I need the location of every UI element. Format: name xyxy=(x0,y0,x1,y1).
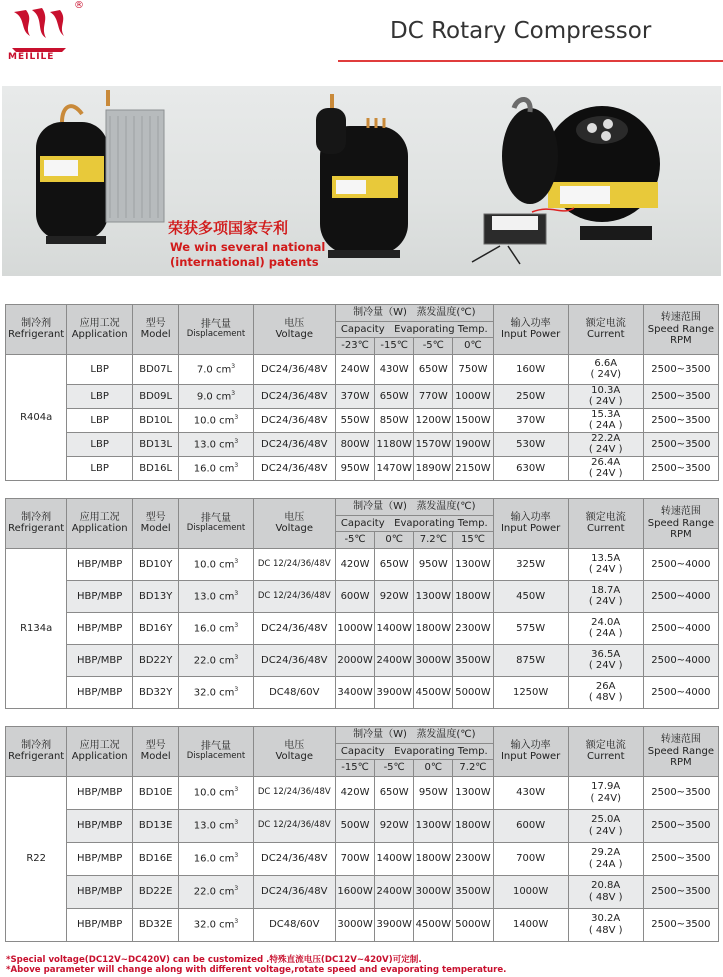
capacity-cell: 550W xyxy=(336,408,375,432)
note-parameter-change: *Above parameter will change along with different voltage,rotate speed and evaporating temperature. xyxy=(6,965,507,975)
model-cell: BD16E xyxy=(132,842,179,875)
speed-cell: 2500~3500 xyxy=(643,354,718,384)
capacity-cell: 650W xyxy=(414,354,453,384)
header-speed-range: 转速范围 Speed Range RPM xyxy=(643,305,718,355)
current-cell: 6.6A ( 24V) xyxy=(568,354,643,384)
speed-cell: 2500~3500 xyxy=(643,842,718,875)
header-displacement: 排气量 Displacement xyxy=(179,499,253,549)
capacity-cell: 1800W xyxy=(414,842,453,875)
header-speed-range: 转速范围 Speed Range RPM xyxy=(643,727,718,777)
refrigerant-cell: R22 xyxy=(6,776,67,941)
page-header xyxy=(0,0,723,72)
capacity-cell: 950W xyxy=(336,456,375,480)
capacity-cell: 1200W xyxy=(414,408,453,432)
current-cell: 26.4A ( 24V ) xyxy=(568,456,643,480)
application-cell: LBP xyxy=(67,456,133,480)
application-cell: HBP/MBP xyxy=(67,842,133,875)
speed-cell: 2500~3500 xyxy=(643,809,718,842)
application-cell: HBP/MBP xyxy=(67,612,133,644)
displacement-cell: 13.0 $cm^3$ xyxy=(179,809,253,842)
spec-table-r134a xyxy=(5,498,719,709)
application-cell: HBP/MBP xyxy=(67,908,133,941)
current-cell: 15.3A ( 24A ) xyxy=(568,408,643,432)
table-row xyxy=(6,612,719,644)
capacity-cell: 950W xyxy=(414,548,453,580)
model-cell: BD10L xyxy=(132,408,179,432)
displacement-cell: 16.0 $cm^3$ xyxy=(179,842,253,875)
model-cell: BD32Y xyxy=(132,676,179,708)
input-power-cell: 250W xyxy=(493,384,568,408)
voltage-cell: DC 12/24/36/48V xyxy=(253,580,336,612)
current-cell: 29.2A ( 24A ) xyxy=(568,842,643,875)
model-cell: BD16L xyxy=(132,456,179,480)
displacement-cell: 10.0 $cm^3$ xyxy=(179,776,253,809)
model-cell: BD13Y xyxy=(132,580,179,612)
table-row xyxy=(6,580,719,612)
application-cell: HBP/MBP xyxy=(67,875,133,908)
capacity-cell: 2300W xyxy=(453,612,493,644)
capacity-cell: 1900W xyxy=(453,432,493,456)
header-temp: -5℃ xyxy=(336,532,375,549)
input-power-cell: 600W xyxy=(493,809,568,842)
table-row xyxy=(6,908,719,941)
header-temp: -23℃ xyxy=(336,338,375,355)
capacity-cell: 1600W xyxy=(336,875,375,908)
capacity-cell: 1300W xyxy=(414,580,453,612)
table-row xyxy=(6,676,719,708)
voltage-cell: DC24/36/48V xyxy=(253,384,336,408)
speed-cell: 2500~3500 xyxy=(643,432,718,456)
capacity-cell: 920W xyxy=(375,809,414,842)
displacement-cell: 22.0 $cm^3$ xyxy=(179,644,253,676)
current-cell: 36.5A ( 24V ) xyxy=(568,644,643,676)
table-row xyxy=(6,384,719,408)
input-power-cell: 450W xyxy=(493,580,568,612)
displacement-cell: 16.0 $cm^3$ xyxy=(179,612,253,644)
capacity-cell: 1300W xyxy=(414,809,453,842)
header-capacity-cn: 制冷量（W) 蒸发温度(℃) xyxy=(336,305,494,322)
current-cell: 24.0A ( 24A ) xyxy=(568,612,643,644)
capacity-cell: 500W xyxy=(336,809,375,842)
input-power-cell: 700W xyxy=(493,842,568,875)
capacity-cell: 1300W xyxy=(453,776,493,809)
speed-cell: 2500~3500 xyxy=(643,776,718,809)
header-temp: -15℃ xyxy=(336,760,375,777)
voltage-cell: DC24/36/48V xyxy=(253,842,336,875)
displacement-cell: 9.0 $cm^3$ xyxy=(179,384,253,408)
input-power-cell: 1250W xyxy=(493,676,568,708)
header-speed-range: 转速范围 Speed Range RPM xyxy=(643,499,718,549)
speed-cell: 2500~4000 xyxy=(643,612,718,644)
capacity-cell: 650W xyxy=(375,548,414,580)
table-row xyxy=(6,432,719,456)
header-refrigerant: 制冷剂 Refrigerant xyxy=(6,499,67,549)
header-temp: -5℃ xyxy=(375,760,414,777)
capacity-cell: 2300W xyxy=(453,842,493,875)
speed-cell: 2500~3500 xyxy=(643,384,718,408)
capacity-cell: 920W xyxy=(375,580,414,612)
header-input-power: 输入功率 Input Power xyxy=(493,499,568,549)
current-cell: 10.3A ( 24V ) xyxy=(568,384,643,408)
spec-table-r22 xyxy=(5,726,719,942)
displacement-cell: 16.0 $cm^3$ xyxy=(179,456,253,480)
voltage-cell: DC24/36/48V xyxy=(253,354,336,384)
capacity-cell: 600W xyxy=(336,580,375,612)
capacity-cell: 850W xyxy=(375,408,414,432)
patent-title-cn: 荣获多项国家专利 xyxy=(168,219,289,237)
current-cell: 26A ( 48V ) xyxy=(568,676,643,708)
speed-cell: 2500~3500 xyxy=(643,408,718,432)
capacity-cell: 1400W xyxy=(375,842,414,875)
input-power-cell: 325W xyxy=(493,548,568,580)
capacity-cell: 700W xyxy=(336,842,375,875)
header-capacity-cn: 制冷量（W) 蒸发温度(℃) xyxy=(336,727,494,744)
spec-table-r404a xyxy=(5,304,719,481)
speed-cell: 2500~3500 xyxy=(643,908,718,941)
capacity-cell: 3000W xyxy=(336,908,375,941)
patent-text-line-1: We win several national xyxy=(170,240,326,254)
current-cell: 30.2A ( 48V ) xyxy=(568,908,643,941)
current-cell: 13.5A ( 24V ) xyxy=(568,548,643,580)
application-cell: LBP xyxy=(67,354,133,384)
compressor-photo xyxy=(2,86,721,276)
voltage-cell: DC24/36/48V xyxy=(253,612,336,644)
capacity-cell: 1300W xyxy=(453,548,493,580)
capacity-cell: 750W xyxy=(453,354,493,384)
displacement-cell: 22.0 $cm^3$ xyxy=(179,875,253,908)
capacity-cell: 420W xyxy=(336,776,375,809)
header-temp: 0℃ xyxy=(453,338,493,355)
header-voltage: 电压 Voltage xyxy=(253,727,336,777)
table-row xyxy=(6,809,719,842)
capacity-cell: 770W xyxy=(414,384,453,408)
capacity-cell: 430W xyxy=(375,354,414,384)
capacity-cell: 3500W xyxy=(453,875,493,908)
header-capacity-en: Capacity Evaporating Temp. xyxy=(336,321,494,338)
voltage-cell: DC24/36/48V xyxy=(253,644,336,676)
voltage-cell: DC 12/24/36/48V xyxy=(253,548,336,580)
header-refrigerant: 制冷剂 Refrigerant xyxy=(6,305,67,355)
current-cell: 17.9A ( 24V) xyxy=(568,776,643,809)
refrigerant-cell: R134a xyxy=(6,548,67,708)
displacement-cell: 10.0 $cm^3$ xyxy=(179,548,253,580)
capacity-cell: 1470W xyxy=(375,456,414,480)
header-temp: -15℃ xyxy=(375,338,414,355)
current-cell: 22.2A ( 24V ) xyxy=(568,432,643,456)
capacity-cell: 1570W xyxy=(414,432,453,456)
capacity-cell: 4500W xyxy=(414,676,453,708)
capacity-cell: 370W xyxy=(336,384,375,408)
header-input-power: 输入功率 Input Power xyxy=(493,305,568,355)
input-power-cell: 1400W xyxy=(493,908,568,941)
header-capacity-en: Capacity Evaporating Temp. xyxy=(336,515,494,532)
speed-cell: 2500~4000 xyxy=(643,676,718,708)
header-displacement: 排气量 Displacement xyxy=(179,305,253,355)
capacity-cell: 3500W xyxy=(453,644,493,676)
input-power-cell: 530W xyxy=(493,432,568,456)
voltage-cell: DC48/60V xyxy=(253,676,336,708)
header-application: 应用工况 Application xyxy=(67,499,133,549)
speed-cell: 2500~4000 xyxy=(643,548,718,580)
capacity-cell: 650W xyxy=(375,384,414,408)
speed-cell: 2500~4000 xyxy=(643,580,718,612)
application-cell: LBP xyxy=(67,384,133,408)
capacity-cell: 800W xyxy=(336,432,375,456)
header-voltage: 电压 Voltage xyxy=(253,499,336,549)
displacement-cell: 13.0 $cm^3$ xyxy=(179,580,253,612)
capacity-cell: 240W xyxy=(336,354,375,384)
header-voltage: 电压 Voltage xyxy=(253,305,336,355)
brand-name: MEILILE xyxy=(8,52,55,62)
table-row xyxy=(6,456,719,480)
capacity-cell: 1800W xyxy=(453,809,493,842)
header-capacity-en: Capacity Evaporating Temp. xyxy=(336,743,494,760)
input-power-cell: 630W xyxy=(493,456,568,480)
model-cell: BD13L xyxy=(132,432,179,456)
voltage-cell: DC24/36/48V xyxy=(253,456,336,480)
registered-mark: ® xyxy=(74,0,84,11)
voltage-cell: DC24/36/48V xyxy=(253,875,336,908)
input-power-cell: 1000W xyxy=(493,875,568,908)
model-cell: BD07L xyxy=(132,354,179,384)
input-power-cell: 875W xyxy=(493,644,568,676)
capacity-cell: 4500W xyxy=(414,908,453,941)
header-current: 额定电流 Current xyxy=(568,727,643,777)
table-row xyxy=(6,644,719,676)
capacity-cell: 1000W xyxy=(453,384,493,408)
capacity-cell: 1800W xyxy=(414,612,453,644)
capacity-cell: 1000W xyxy=(336,612,375,644)
product-photo-banner xyxy=(2,86,721,276)
header-temp: 7.2℃ xyxy=(414,532,453,549)
capacity-cell: 1400W xyxy=(375,612,414,644)
application-cell: HBP/MBP xyxy=(67,580,133,612)
header-temp: 0℃ xyxy=(375,532,414,549)
application-cell: LBP xyxy=(67,432,133,456)
capacity-cell: 950W xyxy=(414,776,453,809)
header-capacity-cn: 制冷量（W) 蒸发温度(℃) xyxy=(336,499,494,516)
application-cell: HBP/MBP xyxy=(67,809,133,842)
header-temp: 0℃ xyxy=(414,760,453,777)
model-cell: BD22Y xyxy=(132,644,179,676)
voltage-cell: DC 12/24/36/48V xyxy=(253,809,336,842)
header-application: 应用工况 Application xyxy=(67,727,133,777)
application-cell: HBP/MBP xyxy=(67,776,133,809)
capacity-cell: 1800W xyxy=(453,580,493,612)
model-cell: BD10Y xyxy=(132,548,179,580)
capacity-cell: 420W xyxy=(336,548,375,580)
note-special-voltage: *Special voltage(DC12V~DC420V) can be customized .特殊直流电压(DC12V~420V)可定制. xyxy=(6,955,422,965)
capacity-cell: 2150W xyxy=(453,456,493,480)
header-temp: 7.2℃ xyxy=(453,760,493,777)
header-displacement: 排气量 Displacement xyxy=(179,727,253,777)
application-cell: HBP/MBP xyxy=(67,644,133,676)
input-power-cell: 575W xyxy=(493,612,568,644)
table-row xyxy=(6,776,719,809)
capacity-cell: 1890W xyxy=(414,456,453,480)
table-row xyxy=(6,875,719,908)
speed-cell: 2500~4000 xyxy=(643,644,718,676)
application-cell: LBP xyxy=(67,408,133,432)
capacity-cell: 2400W xyxy=(375,875,414,908)
header-input-power: 输入功率 Input Power xyxy=(493,727,568,777)
input-power-cell: 370W xyxy=(493,408,568,432)
page-title: DC Rotary Compressor xyxy=(390,18,652,44)
current-cell: 25.0A ( 24V ) xyxy=(568,809,643,842)
displacement-cell: 32.0 $cm^3$ xyxy=(179,676,253,708)
capacity-cell: 650W xyxy=(375,776,414,809)
title-underline xyxy=(338,60,723,62)
model-cell: BD10E xyxy=(132,776,179,809)
table-row xyxy=(6,408,719,432)
header-current: 额定电流 Current xyxy=(568,499,643,549)
model-cell: BD22E xyxy=(132,875,179,908)
capacity-cell: 5000W xyxy=(453,908,493,941)
current-cell: 18.7A ( 24V ) xyxy=(568,580,643,612)
voltage-cell: DC48/60V xyxy=(253,908,336,941)
capacity-cell: 5000W xyxy=(453,676,493,708)
capacity-cell: 3900W xyxy=(375,676,414,708)
voltage-cell: DC24/36/48V xyxy=(253,432,336,456)
refrigerant-cell: R404a xyxy=(6,354,67,480)
displacement-cell: 13.0 $cm^3$ xyxy=(179,432,253,456)
table-row xyxy=(6,548,719,580)
header-temp: 15℃ xyxy=(453,532,493,549)
capacity-cell: 1180W xyxy=(375,432,414,456)
capacity-cell: 2400W xyxy=(375,644,414,676)
header-refrigerant: 制冷剂 Refrigerant xyxy=(6,727,67,777)
current-cell: 20.8A ( 48V ) xyxy=(568,875,643,908)
capacity-cell: 3000W xyxy=(414,875,453,908)
speed-cell: 2500~3500 xyxy=(643,456,718,480)
displacement-cell: 32.0 $cm^3$ xyxy=(179,908,253,941)
table-row xyxy=(6,354,719,384)
input-power-cell: 430W xyxy=(493,776,568,809)
displacement-cell: 10.0 $cm^3$ xyxy=(179,408,253,432)
input-power-cell: 160W xyxy=(493,354,568,384)
speed-cell: 2500~3500 xyxy=(643,875,718,908)
header-model: 型号 Model xyxy=(132,305,179,355)
header-application: 应用工况 Application xyxy=(67,305,133,355)
header-current: 额定电流 Current xyxy=(568,305,643,355)
displacement-cell: 7.0 $cm^3$ xyxy=(179,354,253,384)
application-cell: HBP/MBP xyxy=(67,676,133,708)
table-row xyxy=(6,842,719,875)
voltage-cell: DC 12/24/36/48V xyxy=(253,776,336,809)
application-cell: HBP/MBP xyxy=(67,548,133,580)
capacity-cell: 3400W xyxy=(336,676,375,708)
capacity-cell: 3000W xyxy=(414,644,453,676)
model-cell: BD32E xyxy=(132,908,179,941)
model-cell: BD16Y xyxy=(132,612,179,644)
model-cell: BD09L xyxy=(132,384,179,408)
patent-text-line-2: (international) patents xyxy=(170,255,319,269)
header-temp: -5℃ xyxy=(414,338,453,355)
capacity-cell: 2000W xyxy=(336,644,375,676)
capacity-cell: 1500W xyxy=(453,408,493,432)
model-cell: BD13E xyxy=(132,809,179,842)
voltage-cell: DC24/36/48V xyxy=(253,408,336,432)
header-model: 型号 Model xyxy=(132,499,179,549)
header-model: 型号 Model xyxy=(132,727,179,777)
capacity-cell: 3900W xyxy=(375,908,414,941)
